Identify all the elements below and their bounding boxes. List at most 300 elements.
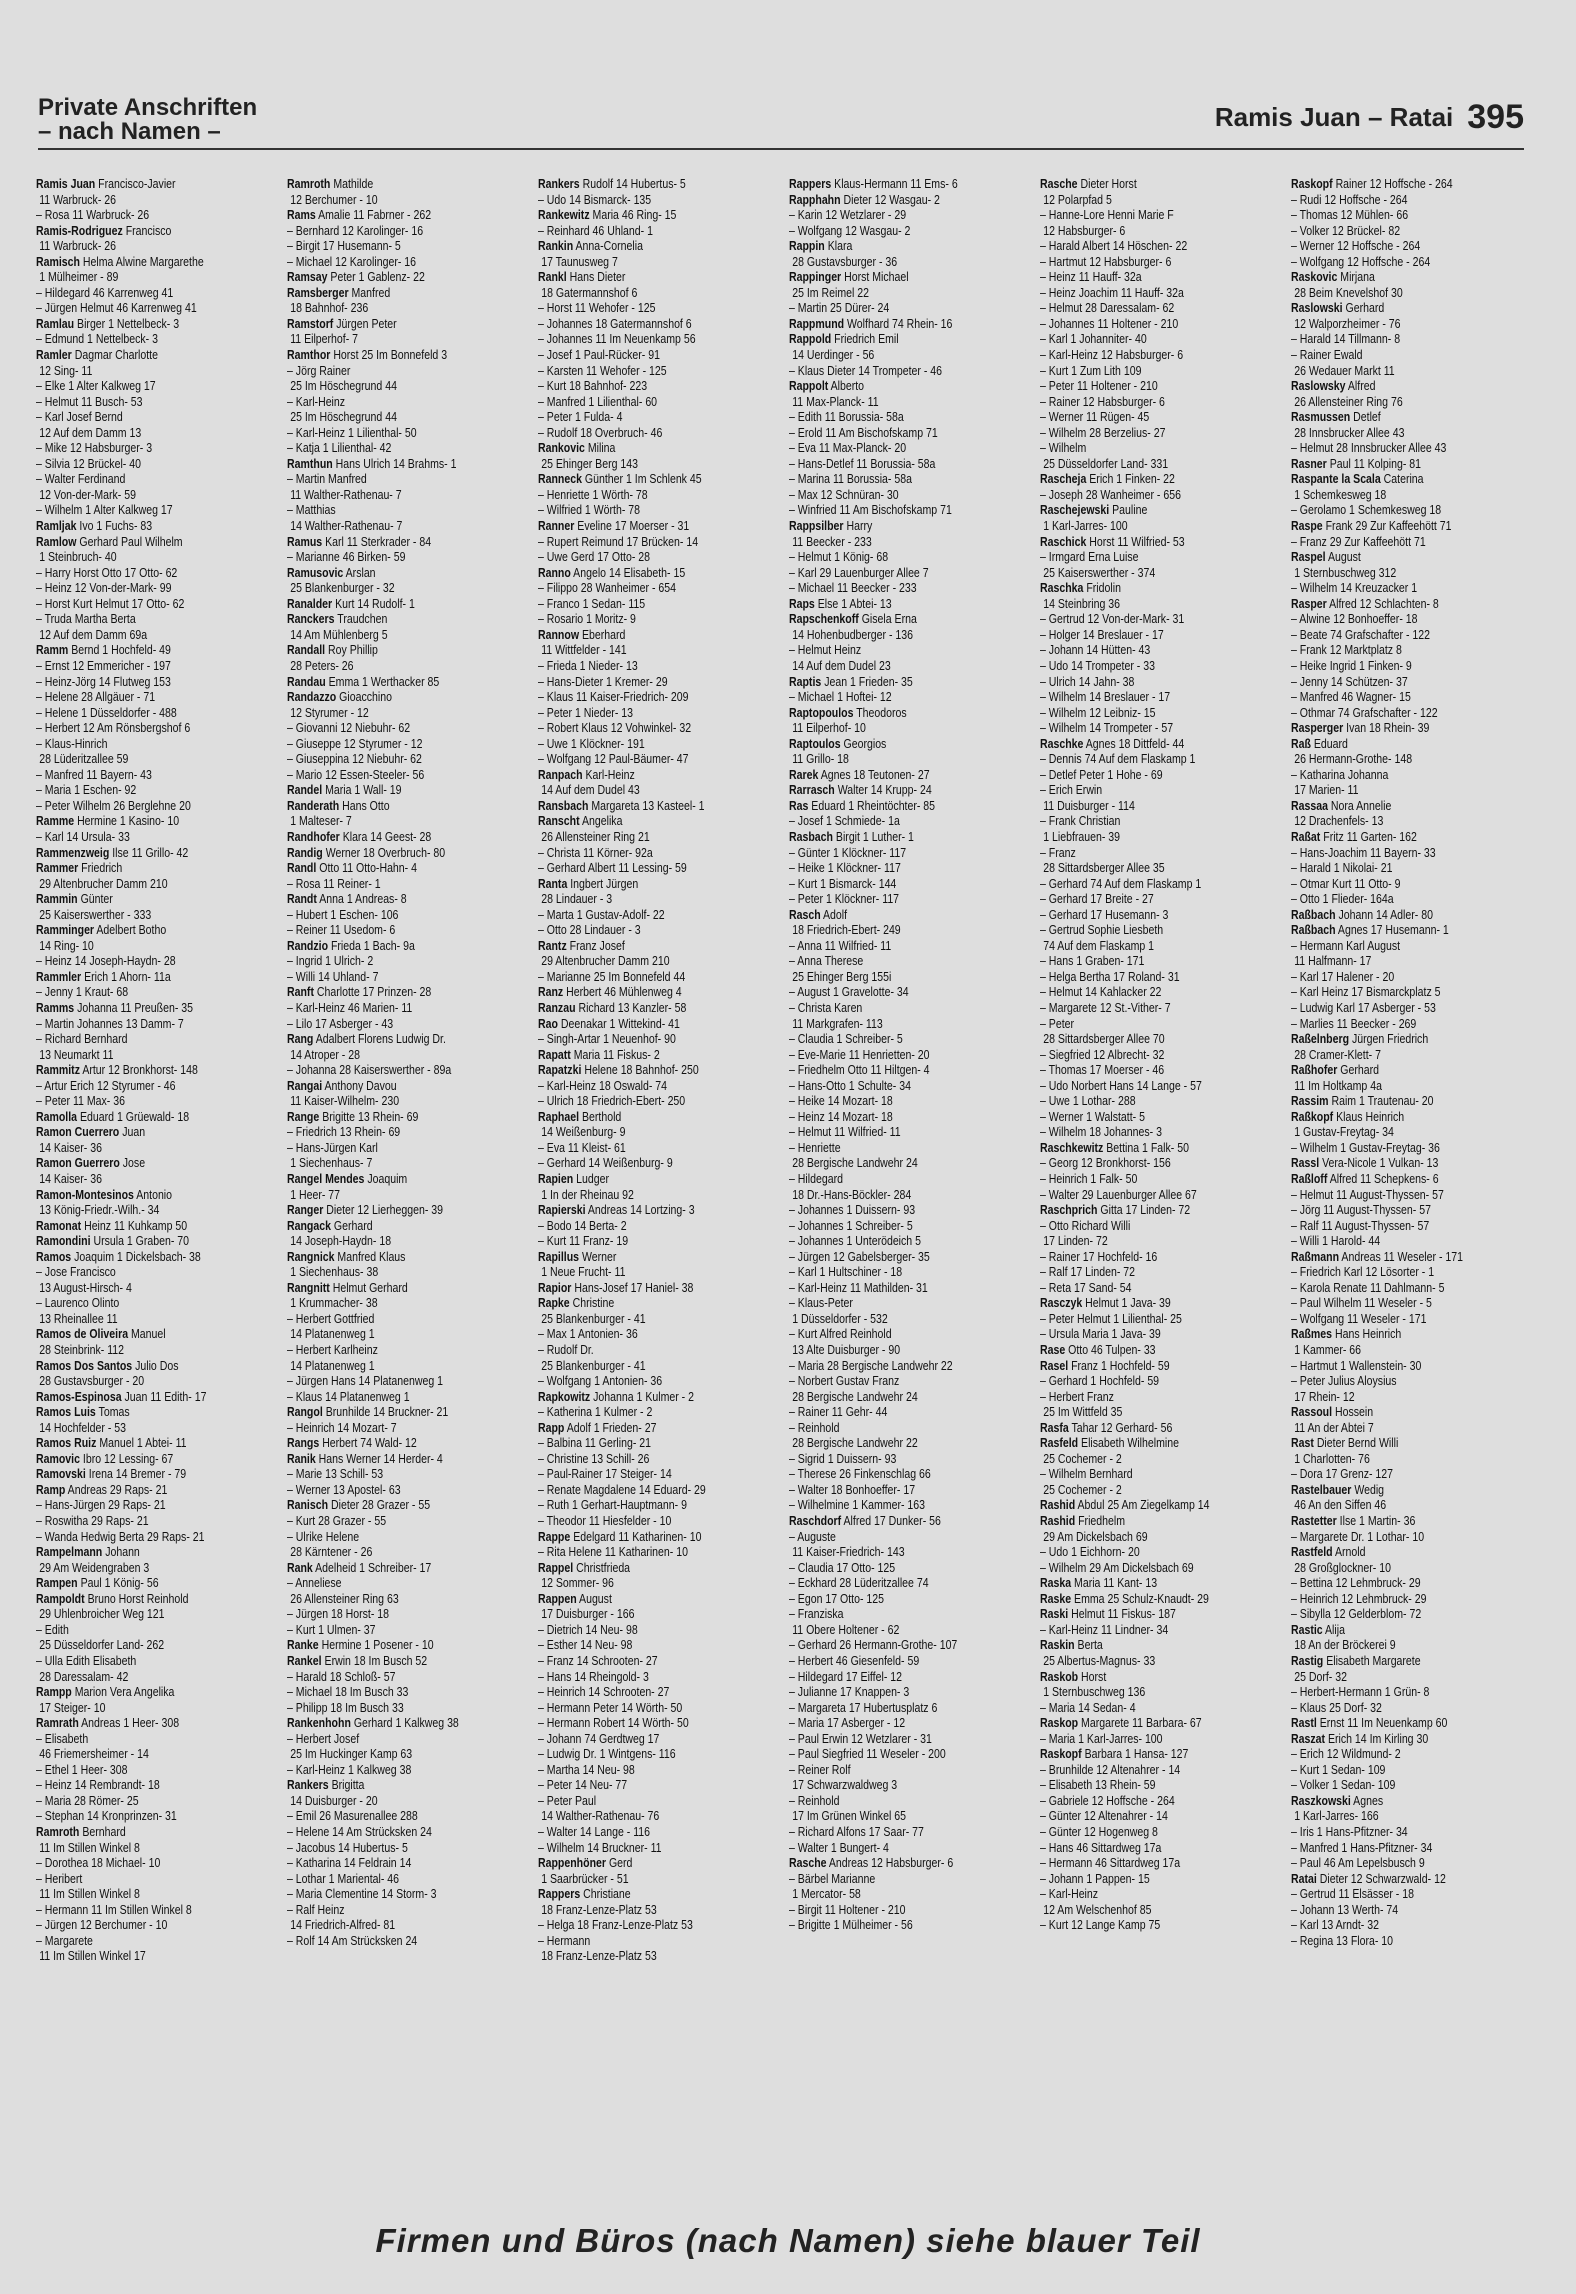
entry-details: – Matthias (287, 502, 336, 518)
directory-entry (789, 176, 1028, 192)
directory-entry (1291, 1482, 1530, 1498)
directory-entry (789, 1902, 1028, 1918)
directory-entry (789, 347, 1028, 363)
directory-entry (287, 192, 526, 208)
entry-details: – Johannes 11 Holtener - 210 (1040, 315, 1179, 331)
directory-entry (1291, 1140, 1530, 1156)
entry-details: 18 Gatermannshof 6 (541, 284, 638, 300)
directory-entry (1040, 502, 1279, 518)
entry-details: Werner 18 Overbruch- 80 (325, 844, 446, 860)
entry-details: Dieter 12 Lierheggen- 39 (326, 1202, 444, 1218)
entry-surname: Ranft (287, 984, 314, 1000)
directory-entry (36, 1606, 275, 1622)
entry-details: – Renate Magdalene 14 Eduard- 29 (538, 1481, 706, 1497)
entry-details: – Karl-Heinz 11 Mathilden- 31 (789, 1279, 928, 1295)
directory-entry (1040, 907, 1279, 923)
directory-entry (1040, 1140, 1279, 1156)
entry-details: 28 Großglockner- 10 (1294, 1559, 1391, 1575)
entry-details: Ivan 18 Rhein- 39 (1346, 720, 1430, 736)
entry-surname: Rappmund (789, 315, 845, 331)
directory-entry (538, 440, 777, 456)
entry-details: – Wolfgang 11 Weseler - 171 (1291, 1310, 1427, 1326)
entry-surname: Raschke (1040, 735, 1084, 751)
entry-surname: Raßmann (1291, 1248, 1340, 1264)
entry-details: Andreas 29 Raps- 21 (67, 1481, 168, 1497)
entry-details: – Marina 11 Borussia- 58a (789, 471, 912, 487)
entry-details: 25 Kaiserswerther - 333 (39, 906, 152, 922)
entry-details: 13 Rheinallee 11 (39, 1310, 118, 1326)
entry-details: – Gerhard 26 Hermann-Grothe- 107 (789, 1637, 958, 1653)
entry-details: – Paul Erwin 12 Wetzlarer - 31 (789, 1730, 932, 1746)
entry-details: Karl 11 Sterkrader - 84 (325, 533, 432, 549)
entry-details: – Gertrud 11 Elsässer - 18 (1291, 1886, 1414, 1902)
entry-details: Friedrich Emil (834, 331, 899, 347)
directory-entry (287, 1917, 526, 1933)
entry-details: – Heinrich 14 Mozart- 7 (287, 1419, 397, 1435)
directory-entry (1040, 658, 1279, 674)
entry-details: – Hans-Dieter 1 Kremer- 29 (538, 673, 668, 689)
directory-entry (36, 1746, 275, 1762)
directory-entry (36, 1513, 275, 1529)
directory-entry (789, 1793, 1028, 1809)
directory-entry (789, 1342, 1028, 1358)
directory-entry (789, 1218, 1028, 1234)
directory-entry (287, 1637, 526, 1653)
entry-details: Bernd 1 Hochfeld- 49 (71, 642, 171, 658)
entry-details: 14 Am Mühlenberg 5 (290, 626, 388, 642)
directory-entry (789, 1622, 1028, 1638)
entry-details: – Joseph 28 Wanheimer - 656 (1040, 486, 1181, 502)
entry-details: – Frank 12 Marktplatz 8 (1291, 642, 1402, 658)
directory-entry (1291, 1917, 1530, 1933)
directory-entry (36, 502, 275, 518)
directory-entry (287, 1233, 526, 1249)
entry-surname: Ramos (36, 1248, 72, 1264)
entry-details: 11 Beecker - 233 (792, 533, 872, 549)
directory-entry (287, 378, 526, 394)
directory-entry (287, 1808, 526, 1824)
entry-details: – Manfred 1 Hans-Pfitzner- 34 (1291, 1839, 1433, 1855)
directory-entry (1291, 440, 1530, 456)
entry-details: Maria 1 Wall- 19 (325, 782, 402, 798)
entry-details: Alfred 17 Dunker- 56 (843, 1513, 941, 1529)
entry-details: – Hildegard 17 Eiffel- 12 (789, 1668, 902, 1684)
entry-details: – Rudolf Dr. (538, 1342, 594, 1358)
entry-surname: Raskob (1040, 1668, 1079, 1684)
entry-surname: Randerath (287, 797, 340, 813)
entry-surname: Ramolla (36, 1108, 78, 1124)
entry-details: 11 Duisburger - 114 (1043, 797, 1135, 813)
entry-details: – Franz 14 Schrooten- 27 (538, 1652, 658, 1668)
directory-entry (1291, 891, 1530, 907)
entry-details: Gerd (608, 1855, 633, 1871)
entry-details: Erich 1 Ahorn- 11a (84, 968, 171, 984)
entry-details: Eduard 1 Rheintöchter- 85 (811, 797, 936, 813)
entry-details: Elisabeth Wilhelmine (1081, 1435, 1179, 1451)
entry-details: Hans Werner 14 Herder- 4 (318, 1450, 443, 1466)
entry-details: – Wolfgang 1 Antonien- 36 (538, 1373, 663, 1389)
entry-details: – Paul Siegfried 11 Weseler - 200 (789, 1746, 946, 1762)
entry-details: – Erich 12 Wildmund- 2 (1291, 1746, 1401, 1762)
directory-entry (1040, 456, 1279, 472)
directory-entry (538, 1187, 777, 1203)
entry-details: – Udo 14 Trompeter - 33 (1040, 657, 1155, 673)
directory-entry (789, 269, 1028, 285)
directory-entry (287, 1482, 526, 1498)
entry-details: Alfred 11 Schepkens- 6 (1329, 1171, 1439, 1186)
entry-details: – Martin Johannes 13 Damm- 7 (36, 1015, 184, 1031)
entry-details: 28 Gustavsburger - 20 (39, 1373, 145, 1389)
entry-details: – Kurt Alfred Reinhold (789, 1326, 892, 1342)
entry-details: 1 Mercator- 58 (792, 1886, 861, 1902)
entry-details: – Reta 17 Sand- 54 (1040, 1279, 1132, 1295)
entry-details: Ilse 1 Martin- 36 (1339, 1513, 1416, 1529)
directory-entry (287, 1342, 526, 1358)
directory-entry (1040, 1777, 1279, 1793)
directory-entry (36, 565, 275, 581)
directory-entry (1040, 254, 1279, 270)
entry-surname: Randel (287, 782, 323, 798)
entry-surname: Ramondini (36, 1233, 91, 1249)
directory-entry (287, 238, 526, 254)
entry-surname: Ranalder (287, 595, 333, 611)
directory-entry (538, 1933, 777, 1949)
directory-entry (538, 1280, 777, 1296)
directory-entry (36, 1295, 275, 1311)
directory-entry (538, 192, 777, 208)
entry-details: Angelo 14 Elisabeth- 15 (573, 564, 686, 580)
directory-entry (36, 1233, 275, 1249)
directory-entry (287, 409, 526, 425)
entry-details: Fridolin (1086, 580, 1121, 596)
entry-details: Adolf 1 Frieden- 27 (566, 1419, 657, 1435)
entry-details: 25 Im Wittfeld 35 (1043, 1404, 1123, 1420)
directory-entry (789, 1326, 1028, 1342)
directory-entry (1040, 534, 1279, 550)
entry-surname: Ramos-Espinosa (36, 1388, 122, 1404)
directory-entry (36, 1497, 275, 1513)
entry-details: 1 Steinbruch- 40 (39, 549, 117, 565)
directory-entry (36, 922, 275, 938)
directory-entry (789, 1497, 1028, 1513)
entry-surname: Rapphahn (789, 191, 841, 207)
entry-details: – Franco 1 Sedan- 115 (538, 595, 646, 611)
directory-entry (1040, 1591, 1279, 1607)
entry-details: 11 Wittfelder - 141 (541, 642, 627, 658)
entry-details: 14 Hochfelder - 53 (39, 1419, 127, 1435)
directory-entry (789, 751, 1028, 767)
entry-details: – Henriette 1 Wörth- 78 (538, 486, 648, 502)
directory-entry (789, 1109, 1028, 1125)
entry-details: – Rainer 12 Habsburger- 6 (1040, 393, 1165, 409)
entry-details: 28 Sittardsberger Allee 35 (1043, 860, 1165, 876)
directory-entry (1040, 1187, 1279, 1203)
entry-surname: Raschprich (1040, 1202, 1098, 1218)
entry-surname: Rasfeld (1040, 1435, 1079, 1451)
entry-details: Bettina 1 Falk- 50 (1106, 1139, 1189, 1155)
directory-entry (36, 1140, 275, 1156)
entry-details: Maria 11 Kant- 13 (1074, 1575, 1158, 1591)
directory-entry (36, 1948, 275, 1964)
directory-entry (287, 767, 526, 783)
entry-details: – Johannes 1 Schreiber- 5 (789, 1217, 913, 1233)
entry-details: – Horst Kurt Helmut 17 Otto- 62 (36, 595, 185, 611)
directory-entry (1040, 192, 1279, 208)
entry-details: – Peter Julius Aloysius (1291, 1373, 1397, 1389)
directory-entry (36, 1264, 275, 1280)
entry-details: – Brunhilde 12 Altenahrer - 14 (1040, 1761, 1181, 1777)
entry-details: Ernst 11 Im Neuenkamp 60 (1319, 1715, 1448, 1731)
entry-surname: Ramon-Montesinos (36, 1186, 134, 1202)
directory-entry (538, 984, 777, 1000)
entry-details: – Helmut 11 Wilfried- 11 (789, 1124, 901, 1140)
directory-entry (1291, 1871, 1530, 1887)
directory-entry (1291, 876, 1530, 892)
directory-entry (36, 658, 275, 674)
entry-details: – Wilhelm 1 Alter Kalkweg 17 (36, 502, 173, 518)
directory-entry (287, 1093, 526, 1109)
entry-details: – Klaus-Peter (789, 1295, 853, 1311)
entry-details: Tahar 12 Gerhard- 56 (1071, 1419, 1173, 1435)
entry-details: – Klaus-Hinrich (36, 735, 108, 751)
directory-entry (1291, 1731, 1530, 1747)
column-1 (36, 176, 275, 2176)
entry-details: – Herbert-Hermann 1 Grün- 8 (1291, 1684, 1430, 1700)
directory-entry (1040, 300, 1279, 316)
directory-entry (789, 1886, 1028, 1902)
entry-details: – Maria 28 Bergische Landwehr 22 (789, 1357, 953, 1373)
directory-entry (789, 596, 1028, 612)
entry-surname: Ranneck (538, 471, 582, 487)
directory-entry (789, 1715, 1028, 1731)
entry-details: – Max 1 Antonien- 36 (538, 1326, 638, 1342)
directory-entry (1291, 1886, 1530, 1902)
entry-surname: Raskovic (1291, 269, 1338, 285)
directory-entry (1040, 1420, 1279, 1436)
directory-entry (789, 1824, 1028, 1840)
directory-entry (538, 658, 777, 674)
directory-entry (287, 1249, 526, 1265)
entry-details: – Karl Josef Bernd (36, 409, 123, 425)
entry-details: Ivo 1 Fuchs- 83 (79, 518, 153, 534)
directory-entry (789, 363, 1028, 379)
directory-entry (287, 1109, 526, 1125)
directory-entry (36, 1187, 275, 1203)
entry-details: – Wilhelm 29 Am Dickelsbach 69 (1040, 1559, 1194, 1575)
directory-entry (1040, 1606, 1279, 1622)
entry-details: Arnold (1334, 1544, 1366, 1560)
entry-details: – Bodo 14 Berta- 2 (538, 1217, 627, 1233)
directory-entry (1040, 1731, 1279, 1747)
entry-surname: Rankl (538, 269, 567, 285)
directory-entry (538, 751, 777, 767)
directory-entry (1291, 1451, 1530, 1467)
entry-details: 14 Walther-Rathenau- 7 (290, 518, 403, 534)
entry-details: 17 Steiger- 10 (39, 1699, 106, 1715)
directory-entry (789, 798, 1028, 814)
entry-surname: Ramler (36, 347, 72, 363)
entry-details: – Peter 1 Klöckner- 117 (789, 891, 900, 907)
entry-details: Alfred (1347, 378, 1376, 394)
entry-details: Theodoros (856, 704, 907, 720)
directory-entry (789, 1451, 1028, 1467)
entry-details: – Mario 12 Essen-Steeler- 56 (287, 766, 425, 782)
entry-details: – Hans-Joachim 11 Bayern- 33 (1291, 844, 1436, 860)
directory-entry (789, 1575, 1028, 1591)
directory-entry (789, 1466, 1028, 1482)
directory-entry (789, 456, 1028, 472)
entry-surname: Raslowski (1291, 300, 1343, 316)
entry-details: – Regina 13 Flora- 10 (1291, 1932, 1394, 1948)
directory-entry (1291, 674, 1530, 690)
entry-surname: Rapien (538, 1171, 574, 1186)
entry-details: – Dennis 74 Auf dem Flaskamp 1 (1040, 751, 1196, 767)
entry-details: – Hartmut 1 Wallenstein- 30 (1291, 1357, 1422, 1373)
entry-details: – Birgit 11 Holtener - 210 (789, 1901, 906, 1917)
entry-details: 11 Halfmann- 17 (1294, 953, 1372, 969)
directory-entry (1291, 1606, 1530, 1622)
entry-details: – Manfred 11 Bayern- 43 (36, 766, 152, 782)
entry-details: – Marlies 11 Beecker - 269 (1291, 1015, 1417, 1031)
directory-entry (36, 534, 275, 550)
directory-entry (1291, 534, 1530, 550)
directory-entry (789, 845, 1028, 861)
directory-entry (1040, 1171, 1279, 1187)
directory-entry (538, 876, 777, 892)
footer-note: Firmen und Büros (nach Namen) siehe blauer Teil (375, 2222, 1201, 2259)
directory-entry (36, 1466, 275, 1482)
directory-entry (36, 1637, 275, 1653)
entry-details: Eduard 1 Grüewald- 18 (79, 1108, 190, 1124)
entry-details: – Peter 11 Max- 36 (36, 1093, 125, 1109)
entry-surname: Raß (1291, 735, 1311, 751)
entry-surname: Rammer (36, 860, 79, 876)
entry-details: – Paul Wilhelm 11 Weseler - 5 (1291, 1295, 1432, 1311)
entry-details: – Harry Horst Otto 17 Otto- 62 (36, 564, 178, 580)
directory-entry (1291, 1684, 1530, 1700)
entry-details: 14 Uerdinger - 56 (792, 347, 875, 363)
entry-surname: Rammitz (36, 1062, 80, 1078)
directory-entry (538, 1389, 777, 1405)
entry-details: 11 Im Holtkamp 4a (1294, 1077, 1382, 1093)
directory-entry (287, 1544, 526, 1560)
entry-details: Barbara 1 Hansa- 127 (1084, 1746, 1189, 1762)
directory-entry (287, 1124, 526, 1140)
directory-entry (538, 907, 777, 923)
entry-details: 14 Kaiser- 36 (39, 1139, 102, 1155)
entry-details: – Birgit 17 Husemann- 5 (287, 238, 401, 254)
directory-entry (36, 1871, 275, 1887)
directory-entry (287, 285, 526, 301)
entry-details: – Gerhard 14 Weißenburg- 9 (538, 1155, 673, 1171)
directory-entry (538, 1404, 777, 1420)
entry-details: 28 Steinbrink- 112 (39, 1342, 125, 1358)
directory-entry (36, 984, 275, 1000)
entry-details: – Hans-Jürgen Karl (287, 1139, 378, 1155)
entry-surname: Rangai (287, 1077, 323, 1093)
directory-entry (36, 736, 275, 752)
entry-details: Irena 14 Bremer - 79 (88, 1466, 187, 1482)
entry-details: Klara (827, 238, 853, 254)
directory-entry (1040, 845, 1279, 861)
entry-details: 18 Bahnhof- 236 (290, 300, 369, 316)
entry-details: – August 1 Gravelotte- 34 (789, 984, 909, 1000)
directory-entry (1291, 1124, 1530, 1140)
entry-details: Richard 13 Kanzler- 58 (578, 999, 687, 1015)
entry-details: – Karl-Heinz 12 Habsburger- 6 (1040, 347, 1184, 363)
directory-entry (287, 1218, 526, 1234)
directory-entry (1040, 876, 1279, 892)
entry-surname: Rammenzweig (36, 844, 110, 860)
entry-details: – Günter 12 Hogenweg 8 (1040, 1823, 1158, 1839)
directory-entry (287, 1840, 526, 1856)
directory-entry (287, 1793, 526, 1809)
directory-entry (36, 1855, 275, 1871)
entry-details: Francisco (125, 222, 172, 238)
directory-entry (1040, 1871, 1279, 1887)
directory-entry (538, 176, 777, 192)
entry-details: – Gertrud 12 Von-der-Mark- 31 (1040, 611, 1185, 627)
entry-details: Agnes 18 Dittfeld- 44 (1085, 735, 1185, 751)
directory-entry (1291, 1669, 1530, 1685)
directory-entry (287, 1777, 526, 1793)
directory-entry (538, 782, 777, 798)
entry-details: – Helmut 28 Innsbrucker Allee 43 (1291, 440, 1447, 456)
directory-entry (789, 1544, 1028, 1560)
directory-entry (1291, 596, 1530, 612)
directory-entry (287, 1669, 526, 1685)
directory-entry (1291, 642, 1530, 658)
entry-surname: Rampoldt (36, 1590, 85, 1606)
entry-surname: Rank (287, 1559, 313, 1575)
directory-entry (1040, 1078, 1279, 1094)
entry-details: – Reiner 11 Usedom- 6 (287, 922, 396, 938)
entry-surname: Randzio (287, 937, 329, 953)
directory-entry (789, 1202, 1028, 1218)
directory-entry (538, 580, 777, 596)
entry-details: – Marie 13 Schill- 53 (287, 1466, 384, 1482)
entry-surname: Rapschenkoff (789, 611, 859, 627)
entry-details: – Ulrich 18 Friedrich-Ebert- 250 (538, 1093, 686, 1109)
directory-entry (789, 642, 1028, 658)
entry-surname: Ransbach (538, 797, 589, 813)
entry-details: – Helga Bertha 17 Roland- 31 (1040, 968, 1180, 984)
directory-entry (538, 1295, 777, 1311)
entry-details: – Ruth 1 Gerhart-Hauptmann- 9 (538, 1497, 687, 1513)
entry-details: – Giuseppe 12 Styrumer - 12 (287, 735, 423, 751)
directory-entry (36, 192, 275, 208)
directory-entry (538, 223, 777, 239)
entry-surname: Rashid (1040, 1513, 1076, 1529)
directory-entry (1040, 1575, 1279, 1591)
entry-details: Andreas 11 Weseler - 171 (1341, 1248, 1464, 1264)
directory-entry (36, 1171, 275, 1187)
entry-details: – Henriette (789, 1139, 841, 1155)
entry-surname: Ramus (287, 533, 323, 549)
directory-entry (1040, 223, 1279, 239)
directory-entry (1291, 1637, 1530, 1653)
directory-entry (789, 331, 1028, 347)
entry-details: Erwin 18 Im Busch 52 (324, 1652, 428, 1668)
entry-details: – Margarete (36, 1932, 93, 1948)
entry-details: Nora Annelie (1330, 797, 1392, 813)
directory-entry (36, 845, 275, 861)
entry-details: – Heinz 14 Mozart- 18 (789, 1108, 893, 1124)
entry-details: Helmut 11 Fiskus- 187 (1071, 1606, 1176, 1622)
directory-entry (287, 891, 526, 907)
directory-entry (287, 1871, 526, 1887)
directory-entry (1040, 1653, 1279, 1669)
